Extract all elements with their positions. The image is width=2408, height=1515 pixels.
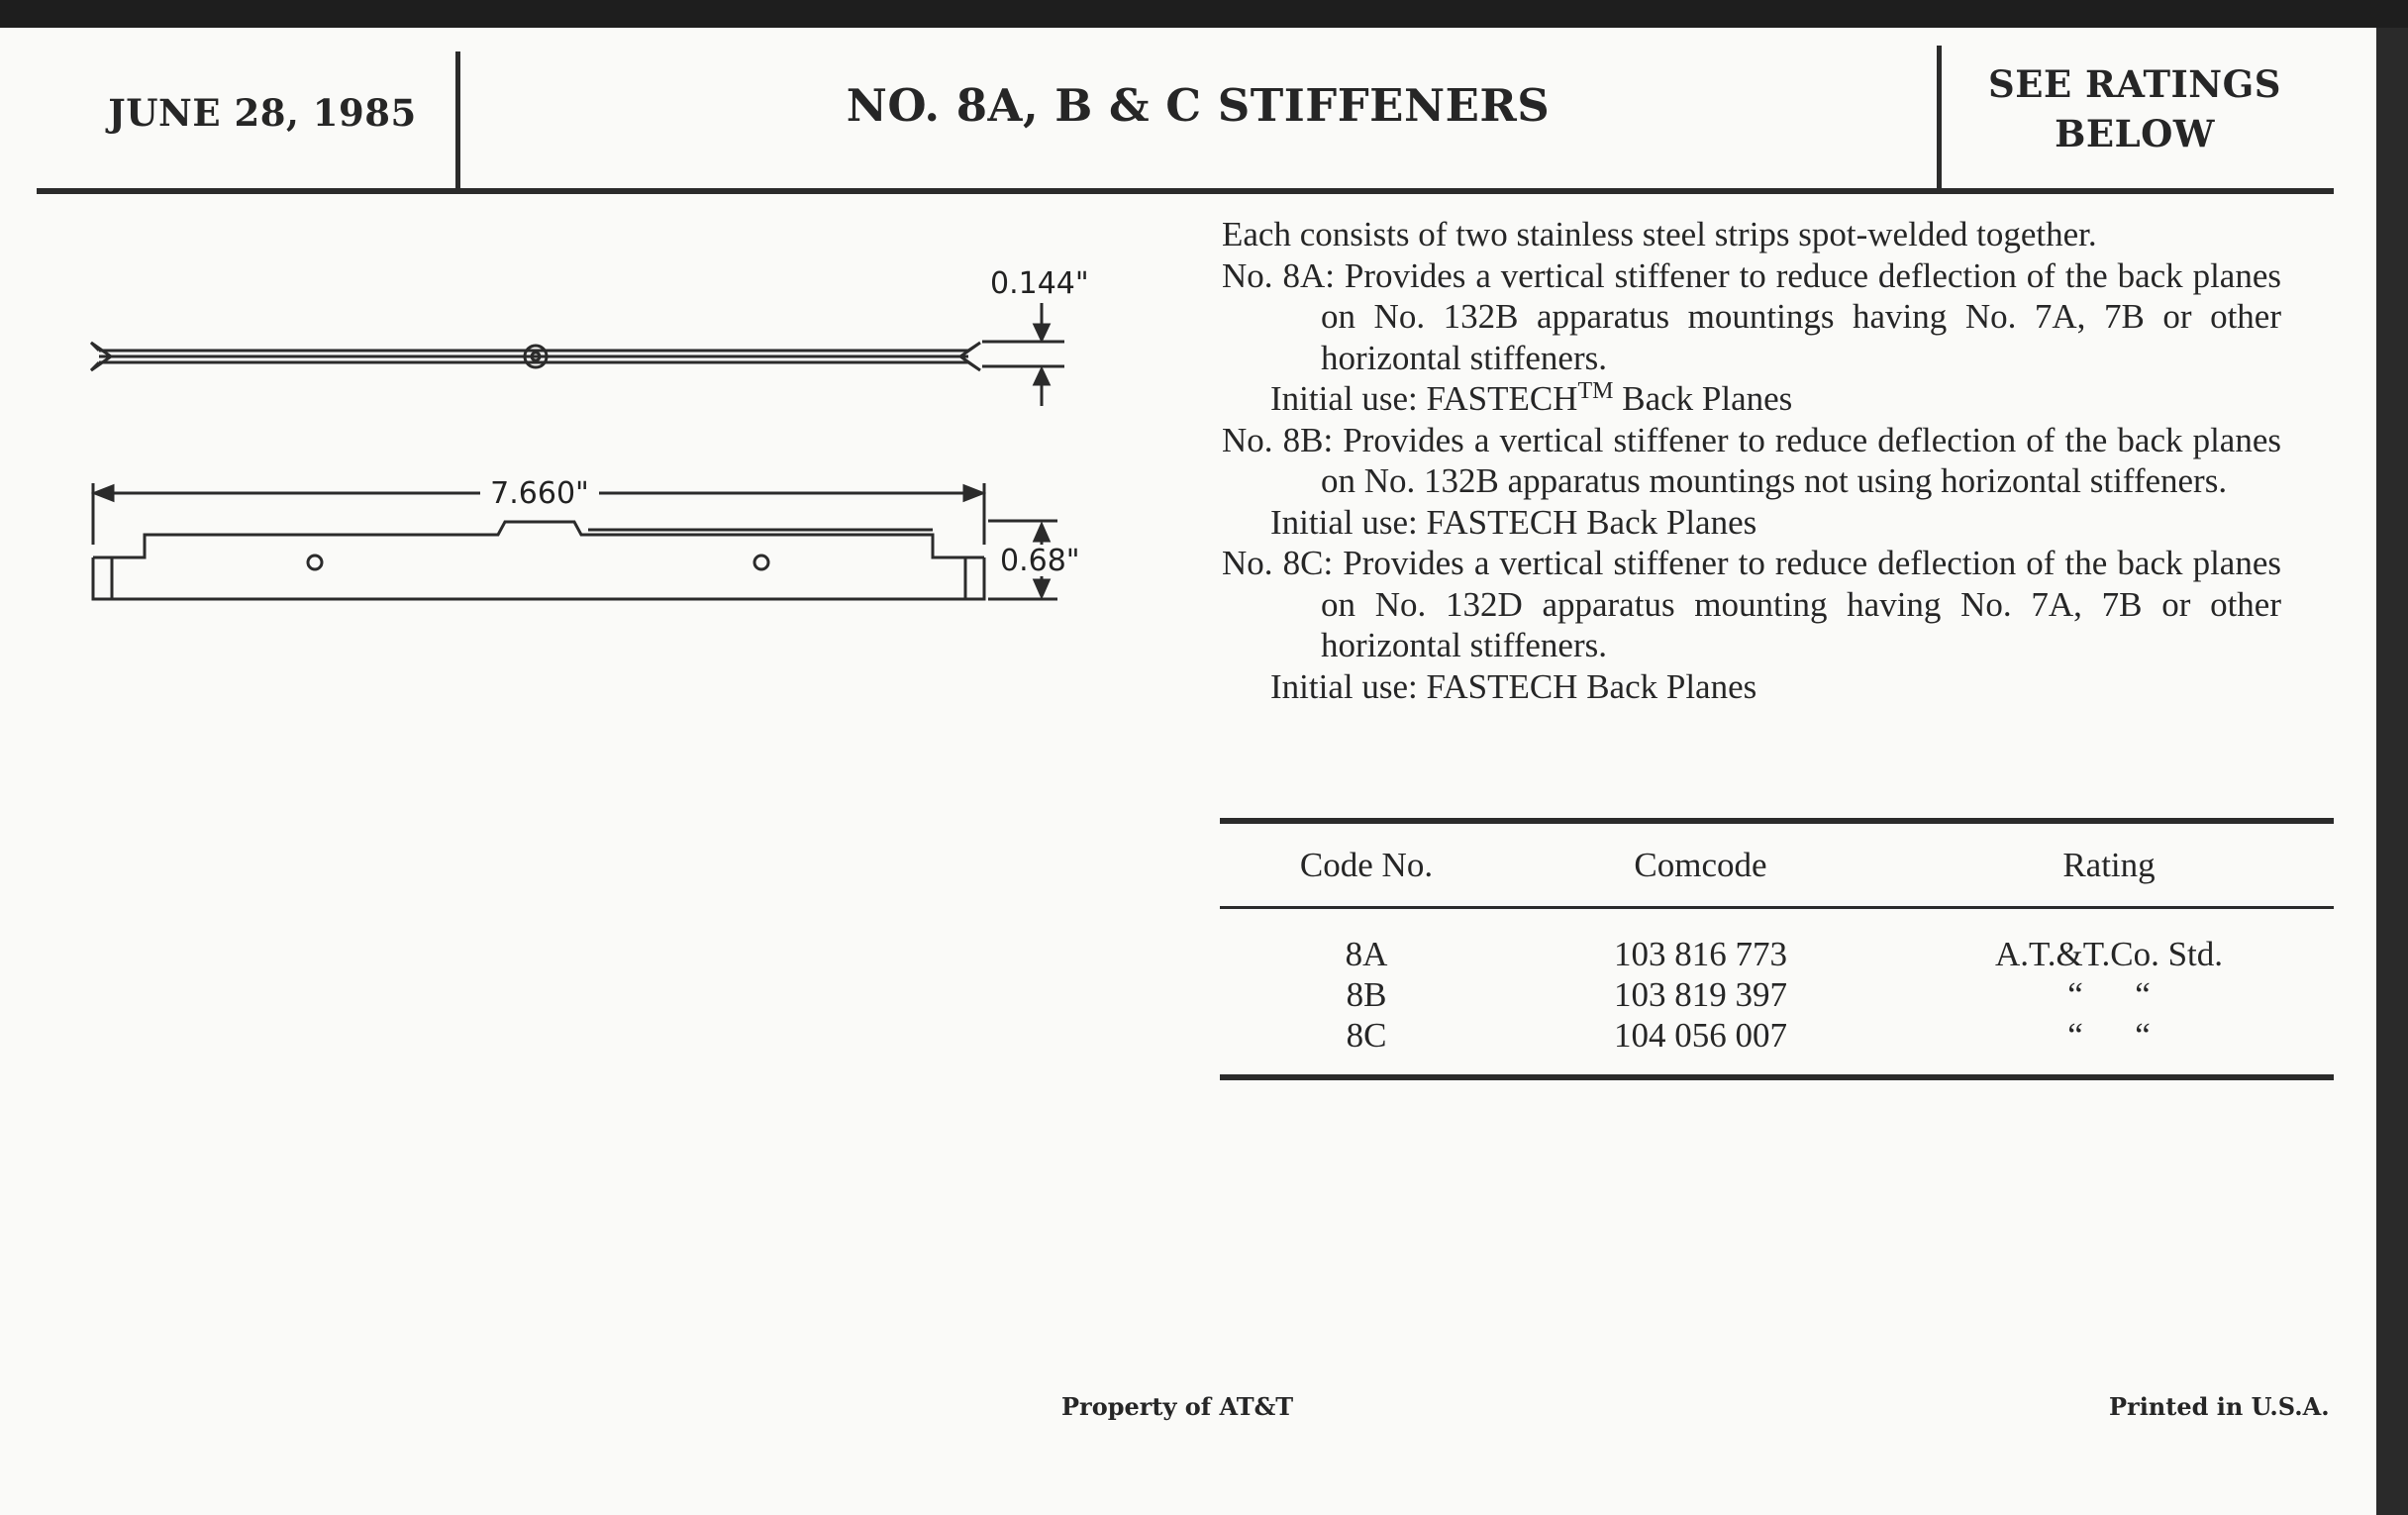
- item-8a-use-prefix: Initial use: FASTECH: [1270, 379, 1578, 418]
- thickness-label: 0.144": [990, 266, 1089, 301]
- cell-rating: A.T.&T.Co. Std.: [1994, 935, 2224, 973]
- item-8a-use: [1222, 378, 2281, 420]
- height-label: 0.68": [1000, 544, 1080, 578]
- ratings-note-line1: SEE RATINGS: [1988, 62, 2281, 106]
- cell-rating: “ “: [2067, 975, 2151, 1014]
- cell-comcode: 103 819 397: [1614, 975, 1787, 1014]
- table-top-rule: [1220, 818, 2334, 824]
- header-rating: Rating: [2062, 846, 2156, 884]
- item-8a-use-suffix: Back Planes: [1613, 379, 1793, 418]
- item-8b-text: No. 8B: Provides a vertical stiffener to reduce deflection of the back planes on No. 132B apparatus mountings not using horizontal stiffeners.: [1222, 420, 2281, 500]
- header-divider-right: [1937, 46, 1942, 194]
- item-8c-text: No. 8C: Provides a vertical stiffener to reduce deflection of the back planes on No. 132D apparatus mounting having No. 7A, 7B or other horizontal stiffeners.: [1222, 544, 2281, 664]
- cell-code: 8B: [1346, 975, 1387, 1014]
- cell-comcode: 103 816 773: [1614, 935, 1787, 973]
- ratings-note-line2: BELOW: [2055, 112, 2215, 155]
- description: [1222, 214, 2281, 707]
- table-bottom-rule: [1220, 1074, 2334, 1080]
- cell-comcode: 104 056 007: [1614, 1016, 1787, 1055]
- ratings-note: [1947, 59, 2323, 158]
- item-8b-use: Initial use: FASTECH Back Planes: [1270, 502, 1757, 542]
- table-header-rule: [1220, 906, 2334, 909]
- header-code-no: Code No.: [1299, 846, 1434, 884]
- header-date: JUNE 28, 1985: [108, 91, 417, 135]
- length-label: 7.660": [490, 476, 589, 511]
- footer-printed: Printed in U.S.A.: [2109, 1392, 2330, 1421]
- item-8a-text: No. 8A: Provides a vertical stiffener to reduce deflection of the back planes on No. 132B apparatus mountings having No. 7A, 7B or other horizontal stiffeners.: [1222, 255, 2281, 377]
- cell-code: 8A: [1345, 935, 1388, 973]
- page-title: NO. 8A, B & C STIFFENERS: [846, 79, 1551, 132]
- description-intro: Each consists of two stainless steel strips spot-welded together.: [1222, 215, 2097, 253]
- footer-property: Property of AT&T: [1061, 1392, 1294, 1421]
- header-comcode: Comcode: [1634, 846, 1767, 884]
- header-rule: [37, 188, 2334, 194]
- cell-rating: “ “: [2067, 1016, 2151, 1055]
- trademark-sup: TM: [1577, 378, 1614, 404]
- header-divider-left: [455, 51, 460, 194]
- thickness-dimension: [982, 303, 1064, 406]
- cell-code: 8C: [1346, 1016, 1387, 1055]
- item-8c-use: Initial use: FASTECH Back Planes: [1270, 666, 1757, 706]
- strip-side-view: [91, 343, 980, 370]
- stiffener-drawing: [0, 228, 1149, 683]
- scan-edge: [2376, 28, 2408, 1515]
- strip-front-view: [93, 522, 984, 599]
